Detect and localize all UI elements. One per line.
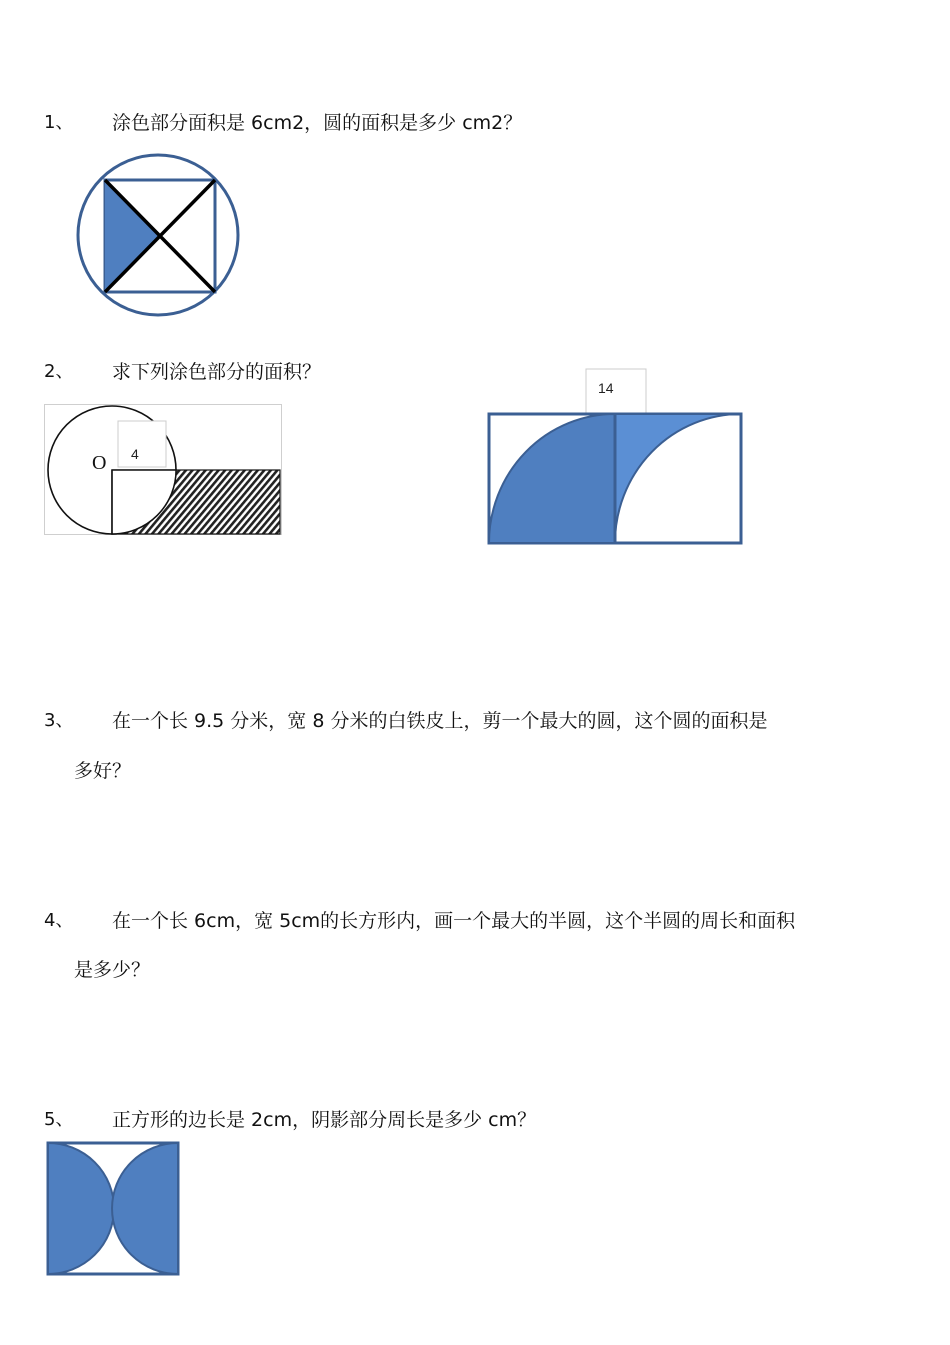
figure-5-square-semicircles bbox=[46, 1141, 180, 1278]
figure-1-circle-square bbox=[74, 155, 246, 315]
figure-2a-circle-rectangle bbox=[44, 404, 284, 538]
question-text-line-1: 在一个长 6cm，宽 5cm的长方形内，画一个最大的半圆，这个半圆的周长和面积 bbox=[112, 910, 796, 932]
question-4-continuation bbox=[74, 958, 150, 982]
question-text-line-2: 多好？ bbox=[74, 760, 132, 782]
width-label-box bbox=[586, 369, 646, 413]
radius-label-box bbox=[118, 421, 166, 467]
width-label: 14 bbox=[598, 380, 614, 396]
question-number: 1、 bbox=[44, 112, 74, 133]
center-label: O bbox=[92, 452, 107, 474]
question-3-continuation bbox=[74, 759, 131, 783]
question-number: 3、 bbox=[44, 710, 74, 731]
question-text-line-2: 是多少？ bbox=[74, 959, 151, 981]
question-number: 4、 bbox=[44, 910, 74, 931]
question-number: 2、 bbox=[44, 361, 74, 382]
question-text: 涂色部分面积是 6cm2，圆的面积是多少 cm2？ bbox=[112, 112, 523, 134]
question-text-line-1: 在一个长 9.5 分米，宽 8 分米的白铁皮上，剪一个最大的圆，这个圆的面积是 bbox=[112, 710, 768, 732]
question-text: 求下列涂色部分的面积？ bbox=[112, 361, 322, 383]
radius-label: 4 bbox=[131, 446, 139, 462]
figure-2b-rectangle-quarter-circles bbox=[486, 368, 746, 548]
question-text: 正方形的边长是 2cm，阴影部分周长是多少 cm？ bbox=[112, 1109, 537, 1131]
question-number: 5、 bbox=[44, 1109, 74, 1130]
